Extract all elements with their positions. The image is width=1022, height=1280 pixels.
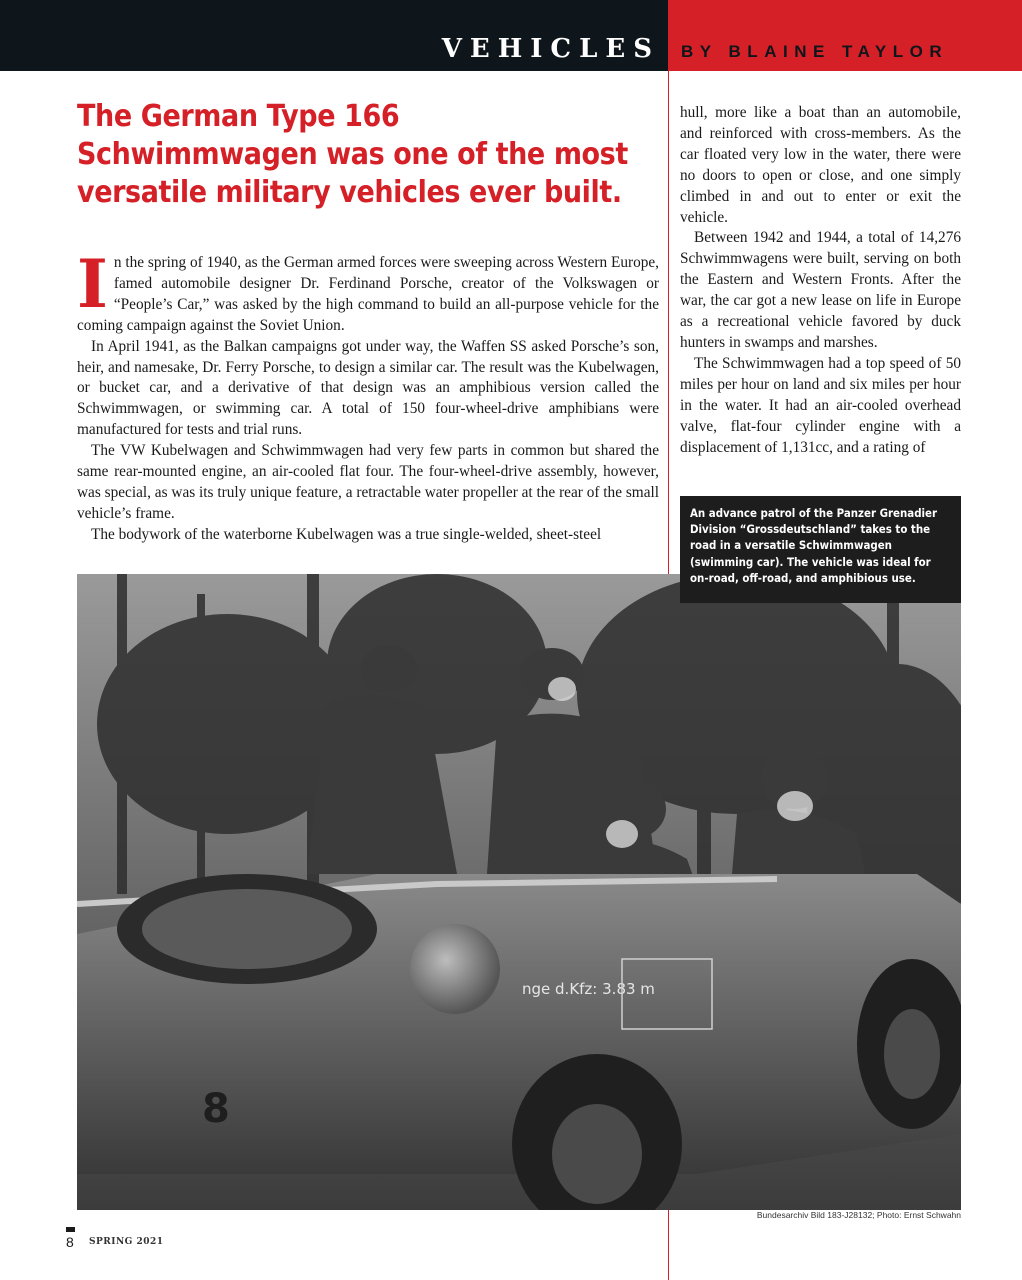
paragraph: The bodywork of the waterborne Kubelwagen was a true single-welded, sheet-steel (91, 525, 602, 543)
section-label: VEHICLES (441, 34, 660, 64)
paragraph: hull, more like a boat than an automobile, and reinforced with cross-members. As the car floated very low in the water, there were no doors to open or close, and one simply climbed in and out to enter or exit the vehicle. (680, 104, 961, 226)
page-number: 8 (66, 1234, 74, 1250)
paragraph-text: n the spring of 1940, as the German armed forces were sweeping across Western Europe, famed automobile designer Dr. Ferdinand Porsche, creator of the Volkswagen or “People’s Car,” was asked by the high command to build an all-purpose vehicle for the coming campaign against the Soviet Union. (77, 254, 659, 334)
folio-mark (66, 1227, 75, 1232)
photo-caption: An advance patrol of the Panzer Grenadier Division “Grossdeutschland” takes to the road in a versatile Schwimmwagen (swimming car). The vehicle was ideal for on-road, off-road, and amphibious use. (680, 496, 961, 603)
byline: BY BLAINE TAYLOR (681, 42, 949, 61)
hull-stencil: nge d.Kfz: 3.83 m (522, 980, 655, 998)
photo-schwimmwagen (77, 574, 961, 1210)
photo-illustration (77, 574, 961, 1210)
photo-credit: Bundesarchiv Bild 183-J28132; Photo: Ernst Schwahn (756, 1210, 961, 1220)
paragraph (77, 245, 659, 337)
paragraph: The Schwimmwagen had a top speed of 50 miles per hour on land and six miles per hour in the water. It had an air-cooled overhead valve, flat-four cylinder engine with a displacement of 1,131cc, and a rating of (680, 354, 961, 456)
headline: The German Type 166 Schwimmwagen was one of the most versatile military vehicles ever built. (77, 99, 628, 210)
paragraph: In April 1941, as the Balkan campaigns got under way, the Waffen SS asked Porsche’s son, heir, and namesake, Dr. Ferry Porsche, to design a similar car. The result was the Kubelwagen, or bucket car, and a derivative of that design was an amphibious version called the Schwimmwagen, or swimming car. A total of 150 four-wheel-drive amphibians were manufactured for tests and trial runs. (77, 337, 659, 439)
paragraph: Between 1942 and 1944, a total of 14,276 Schwimmwagens were built, serving on both the Eastern and Western Fronts. After the war, the car got a new lease on life in Europe as a recreational vehicle favored by duck hunters in swamps and marshes. (680, 229, 961, 351)
hull-number: 8 (202, 1086, 230, 1132)
paragraph: The VW Kubelwagen and Schwimmwagen had very few parts in common but shared the same rear-mounted engine, an air-cooled flat four. The four-wheel-drive assembly, however, was special, as was its truly unique feature, a retractable water propeller at the rear of the small vehicle’s frame. (77, 442, 659, 522)
issue-label: SPRING 2021 (89, 1237, 164, 1247)
article-column-right (680, 103, 961, 458)
article-column-left (77, 245, 659, 546)
drop-cap: I (77, 245, 108, 323)
